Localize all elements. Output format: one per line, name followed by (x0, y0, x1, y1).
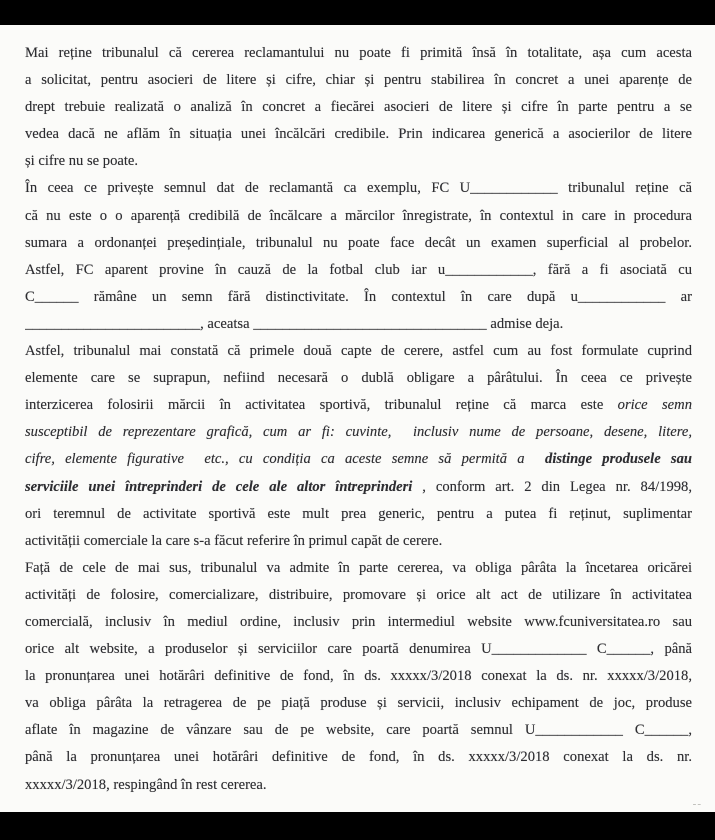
text-line (25, 257, 692, 284)
text-line (25, 311, 692, 338)
body-text: că nu este o o aparență credibilă de încălcare a mărcilor înregistrate, în contextul in care in procedura (25, 207, 692, 224)
text-line (25, 609, 692, 636)
paragraph-1 (25, 40, 692, 175)
body-text: interzicerea folosirii mărcii în activitatea sportivă, tribunalul reține că marca este (25, 397, 618, 414)
body-text: orice alt website, a produselor și serviciilor care poartă denumirea U_____________ C______, până (25, 641, 692, 658)
text-line (25, 284, 692, 311)
body-text: Astfel, FC aparent provine în cauză de la fotbal club iar u____________, fără a fi asociată cu (25, 261, 692, 278)
text-line (25, 446, 692, 473)
text-line (25, 501, 692, 528)
document-body (0, 25, 715, 812)
body-text: În ceea ce privește semnul dat de reclamantă ca exemplu, FC U____________ tribunalul reține că (25, 180, 692, 197)
text-line (25, 365, 692, 392)
text-line (25, 528, 692, 555)
body-text: a solicitat, pentru asocieri de litere și cifre, chiar și pentru stabilirea în concret a unei aparențe de (25, 72, 692, 89)
text-line (25, 582, 692, 609)
text-line (25, 717, 692, 744)
body-text: ori teremnul de activitate sportivă este mult prea generic, pentru a putea fi reținut, suplimentar (25, 505, 692, 522)
bottom-scanner-bar (0, 812, 715, 840)
text-line (25, 121, 692, 148)
text-line (25, 203, 692, 230)
body-text: ________________________, aceatsa ________________________________ admise deja. (25, 315, 564, 332)
body-text: activității comerciale la care s-a făcut referire în primul capăt de cerere. (25, 532, 443, 549)
text-line (25, 663, 692, 690)
body-text: sumara a ordonanței președințiale, tribunalul nu poate face decât un examen superficial al probelor. (25, 234, 692, 251)
text-line (25, 40, 692, 67)
faint-page-mark: -- (692, 798, 702, 810)
body-text: Față de cele de mai sus, tribunalul va admite în parte cererea, va obliga pârâta la încetarea oricărei (25, 559, 692, 576)
body-text: la pronunțarea unei hotărâri definitive de fond, în ds. xxxxx/3/2018 conexat la ds. nr. xxxxx/3/2018, (25, 668, 692, 685)
body-text: , conform art. 2 din Legea nr. 84/1998, (412, 478, 692, 495)
body-text: C______ rămâne un semn fără distinctivitate. În contextul în care după u____________ ar (25, 288, 692, 305)
bold-italic-text: serviciile unei întreprinderi de cele ale altor întreprinderi (25, 478, 413, 495)
body-text: comercială, inclusiv în mediul ordine, inclusiv prin intermediul website www.fcuniversitatea.ro sau (25, 613, 692, 630)
body-text: vedea dacă ne aflăm în situația unei încălcări credibile. Prin indicarea generică a asocierilor de litere (25, 126, 692, 143)
bold-italic-text: distinge produsele sau (545, 451, 692, 468)
paragraph-2 (25, 175, 692, 338)
top-scanner-bar (0, 0, 715, 25)
body-text: până la pronunțarea unei hotărâri definitive de fond, în ds. xxxxx/3/2018 conexat la ds. nr. (25, 749, 692, 766)
italic-text: susceptibil de reprezentare grafică, cum ar fi: cuvinte, inclusiv nume de persoane, desene, litere, (25, 424, 692, 441)
text-line (25, 744, 692, 771)
paragraph-3 (25, 338, 692, 555)
text-line (25, 175, 692, 202)
text-line (25, 772, 692, 799)
text-line (25, 474, 692, 501)
text-line (25, 690, 692, 717)
body-text: va obliga pârâta la retragerea de pe piață produse și servicii, inclusiv echipament de joc, produse (25, 695, 692, 712)
text-line (25, 67, 692, 94)
body-text: xxxxx/3/2018, respingând în rest cererea. (25, 776, 267, 793)
text-line (25, 338, 692, 365)
italic-text: cifre, elemente figurative etc., cu condiția ca aceste semne să permită a (25, 451, 546, 468)
text-line (25, 636, 692, 663)
text-line (25, 555, 692, 582)
text-line (25, 392, 692, 419)
body-text: elemente care se suprapun, nefiind necesară o dublă obligare a pârâtului. În ceea ce privește (25, 370, 692, 387)
body-text: și cifre nu se poate. (25, 153, 139, 170)
text-line (25, 230, 692, 257)
body-text: Mai reține tribunalul că cererea reclamantului nu poate fi primită însă în totalitate, așa cum acesta (25, 45, 692, 61)
body-text: aflate în magazine de vânzare sau de pe website, care poartă semnul U____________ C______, (25, 722, 692, 739)
body-text: Astfel, tribunalul mai constată că primele două capte de cerere, astfel cum au fost formulate cuprind (25, 343, 692, 360)
italic-text: orice semn (617, 397, 692, 414)
text-line (25, 148, 692, 175)
text-line (25, 94, 692, 121)
paragraph-4 (25, 555, 692, 799)
text-line (25, 419, 692, 446)
body-text: activități de folosire, comercializare, distribuire, promovare și orice alt act de utilizare în activitatea (25, 586, 692, 603)
body-text: drept trebuie realizată o analiză în concret a fiecărei asocieri de litere și cifre în parte pentru a se (25, 99, 692, 116)
